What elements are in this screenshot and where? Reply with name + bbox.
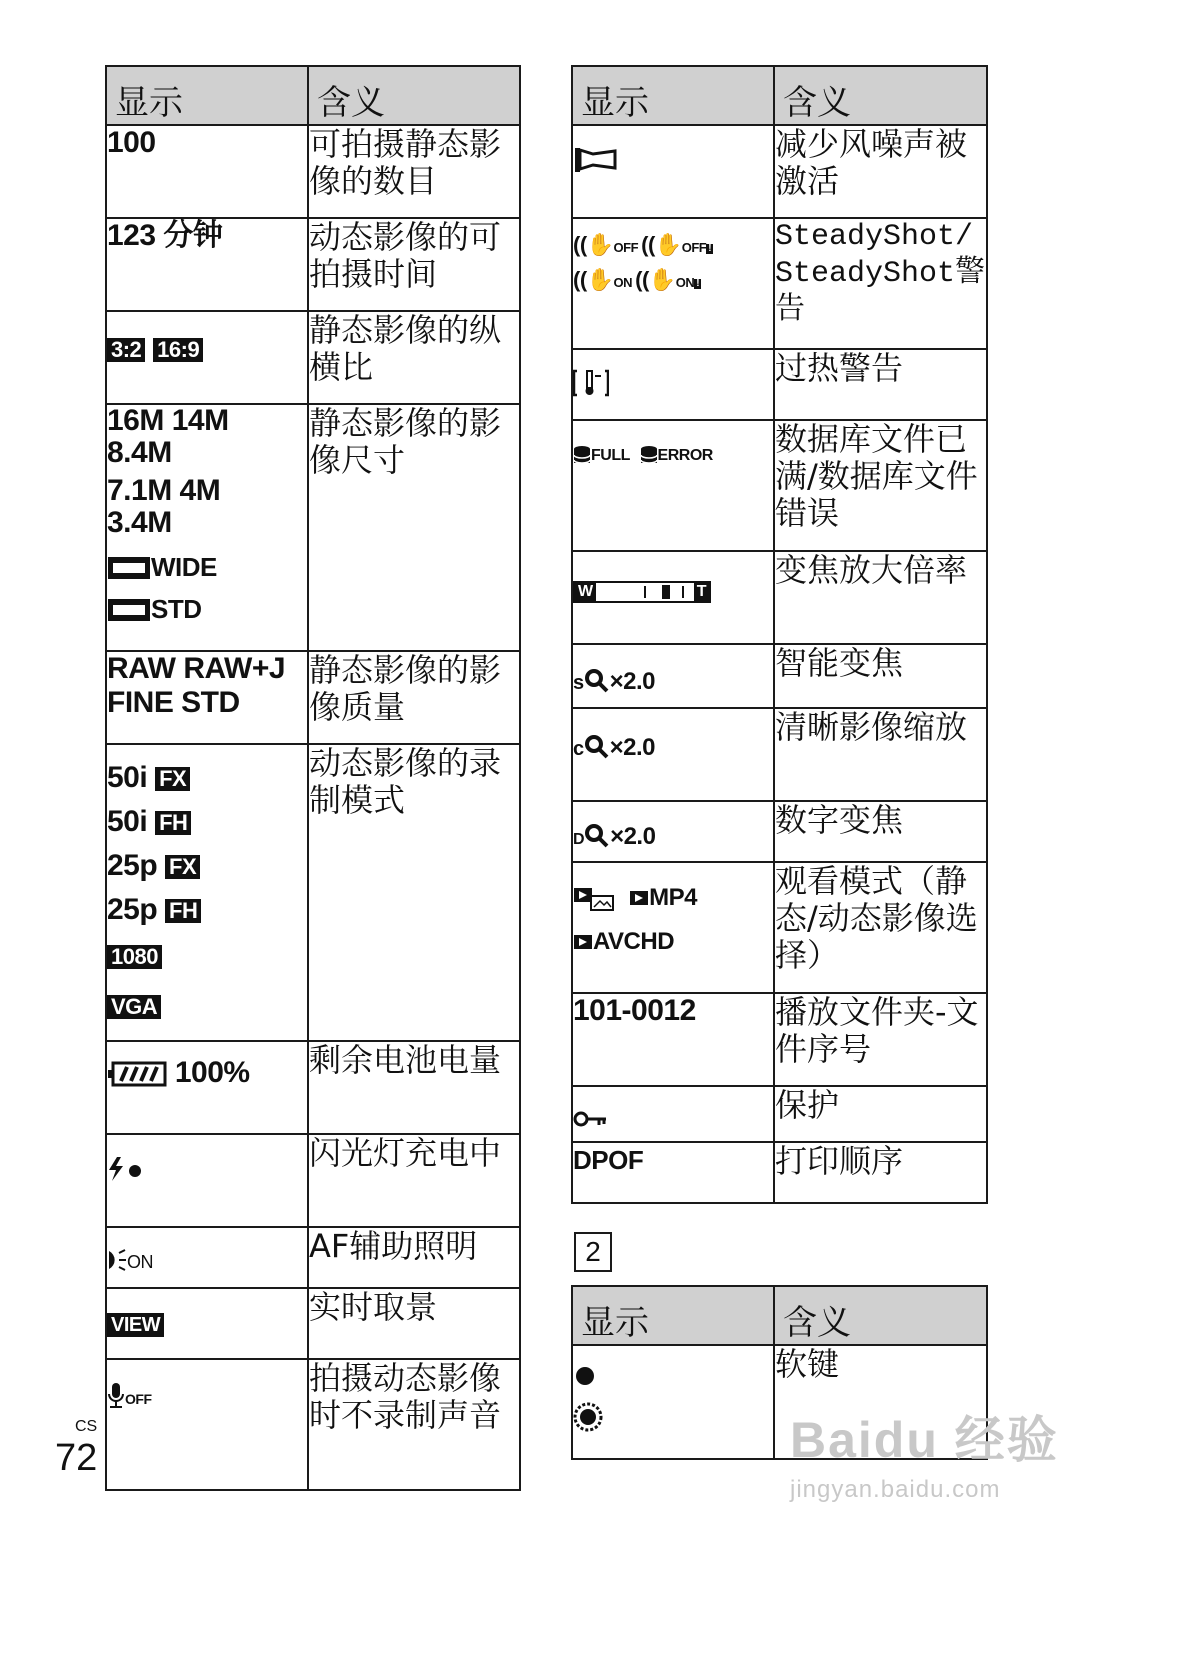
rec-mode-badge: VGA <box>107 995 161 1019</box>
movie-view-icon <box>629 890 649 908</box>
display-cell <box>106 1227 308 1288</box>
col-display-header: 显示 <box>572 1286 774 1345</box>
table-row <box>572 644 987 708</box>
page-language-code: CS <box>75 1418 98 1435</box>
rec-mode-item <box>107 761 307 795</box>
section2-table-header <box>572 1286 987 1345</box>
meaning-cell: 动态影像的可拍摄时间 <box>308 218 520 311</box>
zoom-type-prefix: c <box>573 738 584 760</box>
avchd-label: AVCHD <box>593 928 675 955</box>
std-label: STD <box>151 594 202 624</box>
steadyshot-row <box>573 267 773 292</box>
display-cell <box>106 651 308 744</box>
rec-mode-item <box>107 849 307 883</box>
table-row <box>106 218 520 311</box>
table-row <box>572 801 987 862</box>
magnifier-icon <box>584 823 610 849</box>
meaning-cell: 变焦放大倍率 <box>774 551 987 644</box>
display-cell: 100 <box>106 125 308 218</box>
panorama-icon <box>107 596 151 624</box>
meaning-cell: 保护 <box>774 1086 987 1142</box>
meaning-cell: 软键 <box>774 1345 987 1459</box>
size-label: 16M 14M <box>107 404 229 437</box>
table-row <box>106 1359 520 1490</box>
display-cell <box>572 551 774 644</box>
battery-icon <box>107 1061 167 1087</box>
database-icon <box>573 445 591 467</box>
zoom-factor: ×2.0 <box>609 668 656 695</box>
display-cell <box>572 801 774 862</box>
db-error-label: ERROR <box>657 447 713 464</box>
baidu-watermark <box>790 1400 1059 1504</box>
db-full-label: FULL <box>591 447 630 464</box>
table-row <box>572 1086 987 1142</box>
display-cell <box>572 1345 774 1459</box>
table-row <box>106 744 520 1041</box>
soft-key-ring-icon <box>573 1402 603 1432</box>
warning-icon: ! <box>708 242 712 254</box>
still-view-icon <box>573 886 617 912</box>
display-cell <box>572 349 774 420</box>
meaning-cell: 数字变焦 <box>774 801 987 862</box>
display-cell <box>572 708 774 801</box>
table-row <box>106 1288 520 1359</box>
right-table-header <box>572 66 987 125</box>
left-display-table <box>105 65 521 1491</box>
microphone-icon <box>107 1382 125 1410</box>
magnifier-icon <box>584 734 610 760</box>
watermark-url: jingyan.baidu.com <box>790 1476 1001 1503</box>
table-row <box>106 1227 520 1288</box>
steadyshot-icon: ((✋ <box>641 232 682 257</box>
table-row <box>572 420 987 551</box>
steadyshot-icon: ((✋ <box>635 267 676 292</box>
display-cell <box>106 1288 308 1359</box>
meaning-cell: 静态影像的纵横比 <box>308 311 520 404</box>
zoom-type-prefix: D <box>573 831 585 848</box>
rec-mode-item <box>107 893 307 927</box>
zoom-tick <box>682 586 684 598</box>
movie-view-icon <box>573 934 593 952</box>
table-row <box>106 651 520 744</box>
table-row <box>572 862 987 993</box>
display-cell <box>106 404 308 651</box>
key-icon <box>573 1109 609 1129</box>
size-label: 8.4M <box>107 436 172 469</box>
table-row <box>106 1041 520 1134</box>
mp4-label: MP4 <box>649 884 698 911</box>
meaning-cell: 拍摄动态影像时不录制声音 <box>308 1359 520 1490</box>
rec-mode-badge: FX <box>165 855 200 879</box>
meaning-cell: 动态影像的录制模式 <box>308 744 520 1041</box>
zoom-track <box>596 583 694 601</box>
zoom-position-marker <box>662 585 670 599</box>
display-cell: DPOF <box>572 1142 774 1203</box>
display-cell: 123 分钟 <box>106 218 308 311</box>
display-cell <box>106 1041 308 1134</box>
meaning-cell: 剩余电池电量 <box>308 1041 520 1134</box>
display-cell <box>106 1359 308 1490</box>
steadyshot-off-warning-label: OFF <box>681 240 707 255</box>
view-mode-row <box>573 925 773 959</box>
rec-mode-badge: 1080 <box>107 945 162 969</box>
meaning-cell: 清晰影像缩放 <box>774 708 987 801</box>
left-table-header <box>106 66 520 125</box>
meaning-cell: 观看模式（静态/动态影像选择） <box>774 862 987 993</box>
steadyshot-off-label: OFF <box>613 240 639 255</box>
meaning-cell: 打印顺序 <box>774 1142 987 1203</box>
wind-noise-icon <box>573 146 619 174</box>
warning-icon: ! <box>696 277 700 289</box>
table-row <box>572 349 987 420</box>
zoom-factor: ×2.0 <box>609 734 656 761</box>
display-cell <box>572 862 774 993</box>
meaning-cell: SteadyShot/SteadyShot警告 <box>774 218 987 349</box>
mic-off-label: OFF <box>125 1391 152 1407</box>
meaning-cell: 减少风噪声被激活 <box>774 125 987 218</box>
display-cell <box>572 218 774 349</box>
meaning-cell: 过热警告 <box>774 349 987 420</box>
table-row <box>572 993 987 1086</box>
meaning-cell: 闪光灯充电中 <box>308 1134 520 1227</box>
battery-percent: 100% <box>174 1056 250 1089</box>
database-icon <box>640 445 658 467</box>
rec-mode-badge: FH <box>155 811 191 835</box>
steadyshot-on-warning-label: ON <box>675 275 695 290</box>
rec-rate-label: 50i <box>107 761 148 794</box>
steadyshot-icon: ((✋ <box>573 267 614 292</box>
size-label: 3.4M <box>107 506 172 539</box>
col-meaning-header: 含义 <box>308 66 520 125</box>
display-cell <box>572 644 774 708</box>
zoom-tick <box>644 586 646 598</box>
page-number: 72 <box>55 1437 98 1479</box>
right-display-table <box>571 65 988 1204</box>
table-row <box>106 125 520 218</box>
rec-rate-label: 25p <box>107 849 158 882</box>
steadyshot-row <box>573 232 773 257</box>
flash-charging-icon <box>107 1155 147 1183</box>
meaning-cell: 可拍摄静态影像的数目 <box>308 125 520 218</box>
live-view-badge: VIEW <box>107 1313 164 1337</box>
af-illuminator-icon <box>107 1247 127 1273</box>
table-row <box>106 404 520 651</box>
meaning-cell: 数据库文件已满/数据库文件错误 <box>774 420 987 551</box>
section-number-box: 2 <box>574 1232 612 1272</box>
col-display-header: 显示 <box>572 66 774 125</box>
col-display-header: 显示 <box>106 66 308 125</box>
aspect-3-2-badge: 3:2 <box>107 338 145 362</box>
view-mode-row <box>573 881 773 915</box>
rec-rate-label: 25p <box>107 893 158 926</box>
rec-mode-badge: FX <box>155 767 190 791</box>
table-row <box>572 218 987 349</box>
table-row <box>572 125 987 218</box>
zoom-wide-label: W <box>575 583 596 601</box>
display-cell <box>106 311 308 404</box>
rec-rate-label: 50i <box>107 805 148 838</box>
table-row <box>106 1134 520 1227</box>
rec-mode-item <box>107 989 307 1023</box>
zoom-scale-bar <box>573 581 711 603</box>
meaning-cell: AF辅助照明 <box>308 1227 520 1288</box>
display-cell <box>572 125 774 218</box>
size-label: 7.1M 4M <box>107 474 221 507</box>
meaning-cell: 智能变焦 <box>774 644 987 708</box>
table-row <box>106 311 520 404</box>
aspect-16-9-badge: 16:9 <box>153 338 203 362</box>
meaning-cell: 静态影像的影像尺寸 <box>308 404 520 651</box>
col-meaning-header: 含义 <box>774 66 987 125</box>
display-cell: 101-0012 <box>572 993 774 1086</box>
zoom-type-prefix: s <box>573 672 584 694</box>
zoom-tele-label: T <box>694 583 709 601</box>
std-row <box>107 593 307 625</box>
panorama-icon <box>107 554 151 582</box>
meaning-cell: 静态影像的影像质量 <box>308 651 520 744</box>
wide-label: WIDE <box>151 552 217 582</box>
soft-key-dot-icon <box>573 1364 597 1388</box>
quality-label: FINE STD <box>107 686 240 719</box>
meaning-cell: 播放文件夹-文件序号 <box>774 993 987 1086</box>
quality-label: RAW RAW+J <box>107 652 286 685</box>
display-cell <box>106 1134 308 1227</box>
overheat-icon <box>573 368 609 398</box>
rec-mode-item <box>107 939 307 973</box>
display-cell <box>572 1086 774 1142</box>
col-meaning-header: 含义 <box>774 1286 987 1345</box>
steadyshot-on-label: ON <box>613 275 633 290</box>
rec-mode-badge: FH <box>165 899 201 923</box>
af-on-label: ON <box>127 1252 153 1272</box>
meaning-cell: 实时取景 <box>308 1288 520 1359</box>
watermark-logo-text: Baidu 经验 <box>790 1412 1059 1468</box>
zoom-factor: ×2.0 <box>610 823 656 850</box>
steadyshot-icon: ((✋ <box>573 232 614 257</box>
display-cell <box>572 420 774 551</box>
magnifier-icon <box>584 668 610 694</box>
wide-row <box>107 551 307 583</box>
rec-mode-item <box>107 805 307 839</box>
table-row <box>572 708 987 801</box>
table-row <box>572 551 987 644</box>
display-cell <box>106 744 308 1041</box>
table-row <box>572 1142 987 1203</box>
